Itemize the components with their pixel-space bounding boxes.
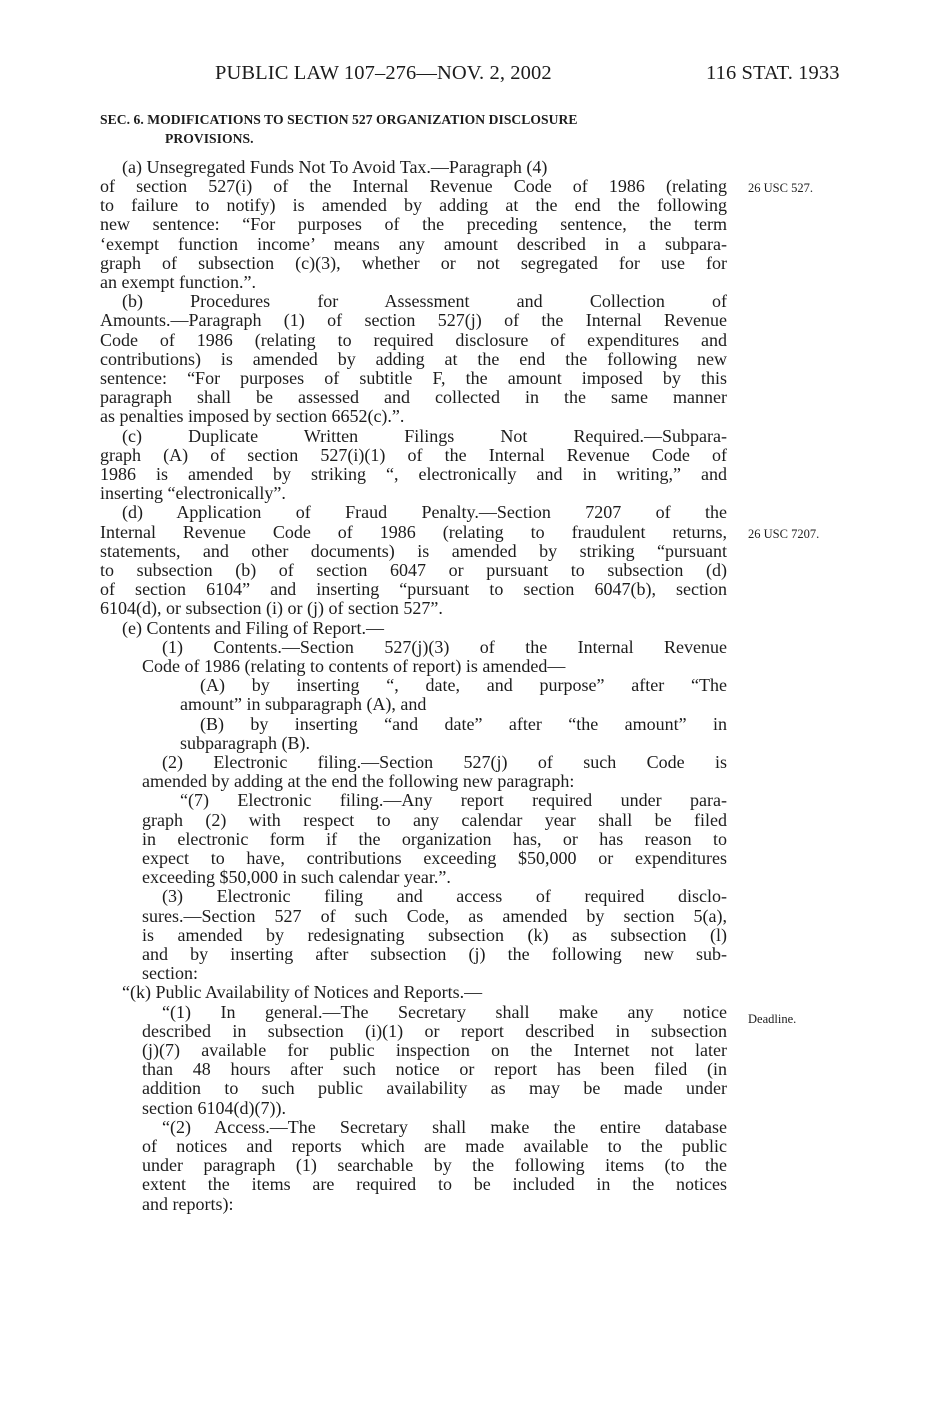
- text-line: ‘exempt function income’ means any amount described in a subpara-: [100, 234, 727, 254]
- text-line: (e) Contents and Filing of Report.—: [122, 618, 384, 638]
- text-line: of section 527(i) of the Internal Revenue Code of 1986 (relating: [100, 176, 727, 196]
- text-line: an exempt function.”.: [100, 272, 256, 292]
- text-line: amount” in subparagraph (A), and: [180, 694, 427, 714]
- text-line: (2) Electronic filing.—Section 527(j) of such Code is: [162, 752, 727, 772]
- text-line: Code of 1986 (relating to required disclosure of expenditures and: [100, 330, 727, 350]
- text-line: (d) Application of Fraud Penalty.—Section 7207 of the: [122, 502, 727, 522]
- text-line: of notices and reports which are made available to the public: [142, 1136, 727, 1156]
- text-line: graph (2) with respect to any calendar year shall be filed: [142, 810, 727, 830]
- margin-note-deadline: Deadline.: [748, 1012, 797, 1026]
- text-line: paragraph shall be assessed and collected in the same manner: [100, 387, 727, 407]
- text-line: described in subsection (i)(1) or report described in subsection: [142, 1021, 727, 1041]
- text-line: expect to have, contributions exceeding $50,000 or expenditures: [142, 848, 727, 868]
- text-line: graph of subsection (c)(3), whether or not segregated for use for: [100, 253, 727, 273]
- text-line: “(1) In general.—The Secretary shall make any notice: [162, 1002, 727, 1022]
- text-line: new sentence: “For purposes of the preceding sentence, the term: [100, 214, 727, 234]
- text-line: amended by adding at the end the following new paragraph:: [142, 771, 575, 791]
- text-line: (a) Unsegregated Funds Not To Avoid Tax.—Paragraph (4): [122, 157, 548, 177]
- text-line: subparagraph (B).: [180, 733, 310, 753]
- text-line: in electronic form if the organization has, or has reason to: [142, 829, 727, 849]
- section-heading: [100, 110, 732, 148]
- text-line: (B) by inserting “and date” after “the amount” in: [200, 714, 727, 734]
- text-line: “(2) Access.—The Secretary shall make the entire database: [162, 1117, 727, 1137]
- text-line: (c) Duplicate Written Filings Not Required.—Subpara-: [122, 426, 727, 446]
- text-line: contributions) is amended by adding at the end the following new: [100, 349, 727, 369]
- text-line: Amounts.—Paragraph (1) of section 527(j) of the Internal Revenue: [100, 310, 727, 330]
- text-line: exceeding $50,000 in such calendar year.”.: [142, 867, 451, 887]
- page-header: [0, 62, 947, 92]
- text-line: (j)(7) available for public inspection on the Internet not later: [142, 1040, 727, 1060]
- header-title: PUBLIC LAW 107–276—NOV. 2, 2002: [215, 62, 552, 84]
- text-line: of section 6104” and inserting “pursuant to section 6047(b), section: [100, 579, 727, 599]
- text-line: (3) Electronic filing and access of required disclo-: [162, 886, 727, 906]
- text-line: Code of 1986 (relating to contents of report) is amended—: [142, 656, 566, 676]
- text-line: sures.—Section 527 of such Code, as amended by section 5(a),: [142, 906, 727, 926]
- text-line: extent the items are required to be included in the notices: [142, 1174, 727, 1194]
- text-line: and reports):: [142, 1194, 234, 1214]
- text-line: section 6104(d)(7)).: [142, 1098, 286, 1118]
- text-line: “(k) Public Availability of Notices and Reports.—: [122, 982, 483, 1002]
- text-line: (b) Procedures for Assessment and Collection of: [122, 291, 727, 311]
- text-line: under paragraph (1) searchable by the following items (to the: [142, 1155, 727, 1175]
- text-line: is amended by redesignating subsection (k) as subsection (l): [142, 925, 727, 945]
- header-stat-page: 116 STAT. 1933: [706, 62, 840, 84]
- text-line: (1) Contents.—Section 527(j)(3) of the Internal Revenue: [162, 637, 727, 657]
- text-line: 6104(d), or subsection (i) or (j) of section 527”.: [100, 598, 443, 618]
- text-line: as penalties imposed by section 6652(c).”.: [100, 406, 405, 426]
- text-line: statements, and other documents) is amended by striking “pursuant: [100, 541, 727, 561]
- text-line: (A) by inserting “, date, and purpose” after “The: [200, 675, 727, 695]
- text-line: than 48 hours after such notice or report has been filed (in: [142, 1059, 727, 1079]
- text-line: inserting “electronically”.: [100, 483, 286, 503]
- text-line: section:: [142, 963, 198, 983]
- text-line: “(7) Electronic filing.—Any report required under para-: [180, 790, 727, 810]
- text-line: sentence: “For purposes of subtitle F, the amount imposed by this: [100, 368, 727, 388]
- text-line: to failure to notify) is amended by adding at the end the following: [100, 195, 727, 215]
- section-heading-line2: PROVISIONS.: [165, 131, 254, 146]
- text-line: Internal Revenue Code of 1986 (relating to fraudulent returns,: [100, 522, 727, 542]
- text-line: and by inserting after subsection (j) the following new sub-: [142, 944, 727, 964]
- text-line: graph (A) of section 527(i)(1) of the Internal Revenue Code of: [100, 445, 727, 465]
- text-line: addition to such public availability as may be made under: [142, 1078, 727, 1098]
- margin-note-usc-7207: 26 USC 7207.: [748, 527, 820, 541]
- section-heading-line1: SEC. 6. MODIFICATIONS TO SECTION 527 ORGANIZATION DISCLOSURE: [100, 112, 578, 127]
- text-line: to subsection (b) of section 6047 or pursuant to subsection (d): [100, 560, 727, 580]
- margin-note-usc-527: 26 USC 527.: [748, 181, 813, 195]
- text-line: 1986 is amended by striking “, electronically and in writing,” and: [100, 464, 727, 484]
